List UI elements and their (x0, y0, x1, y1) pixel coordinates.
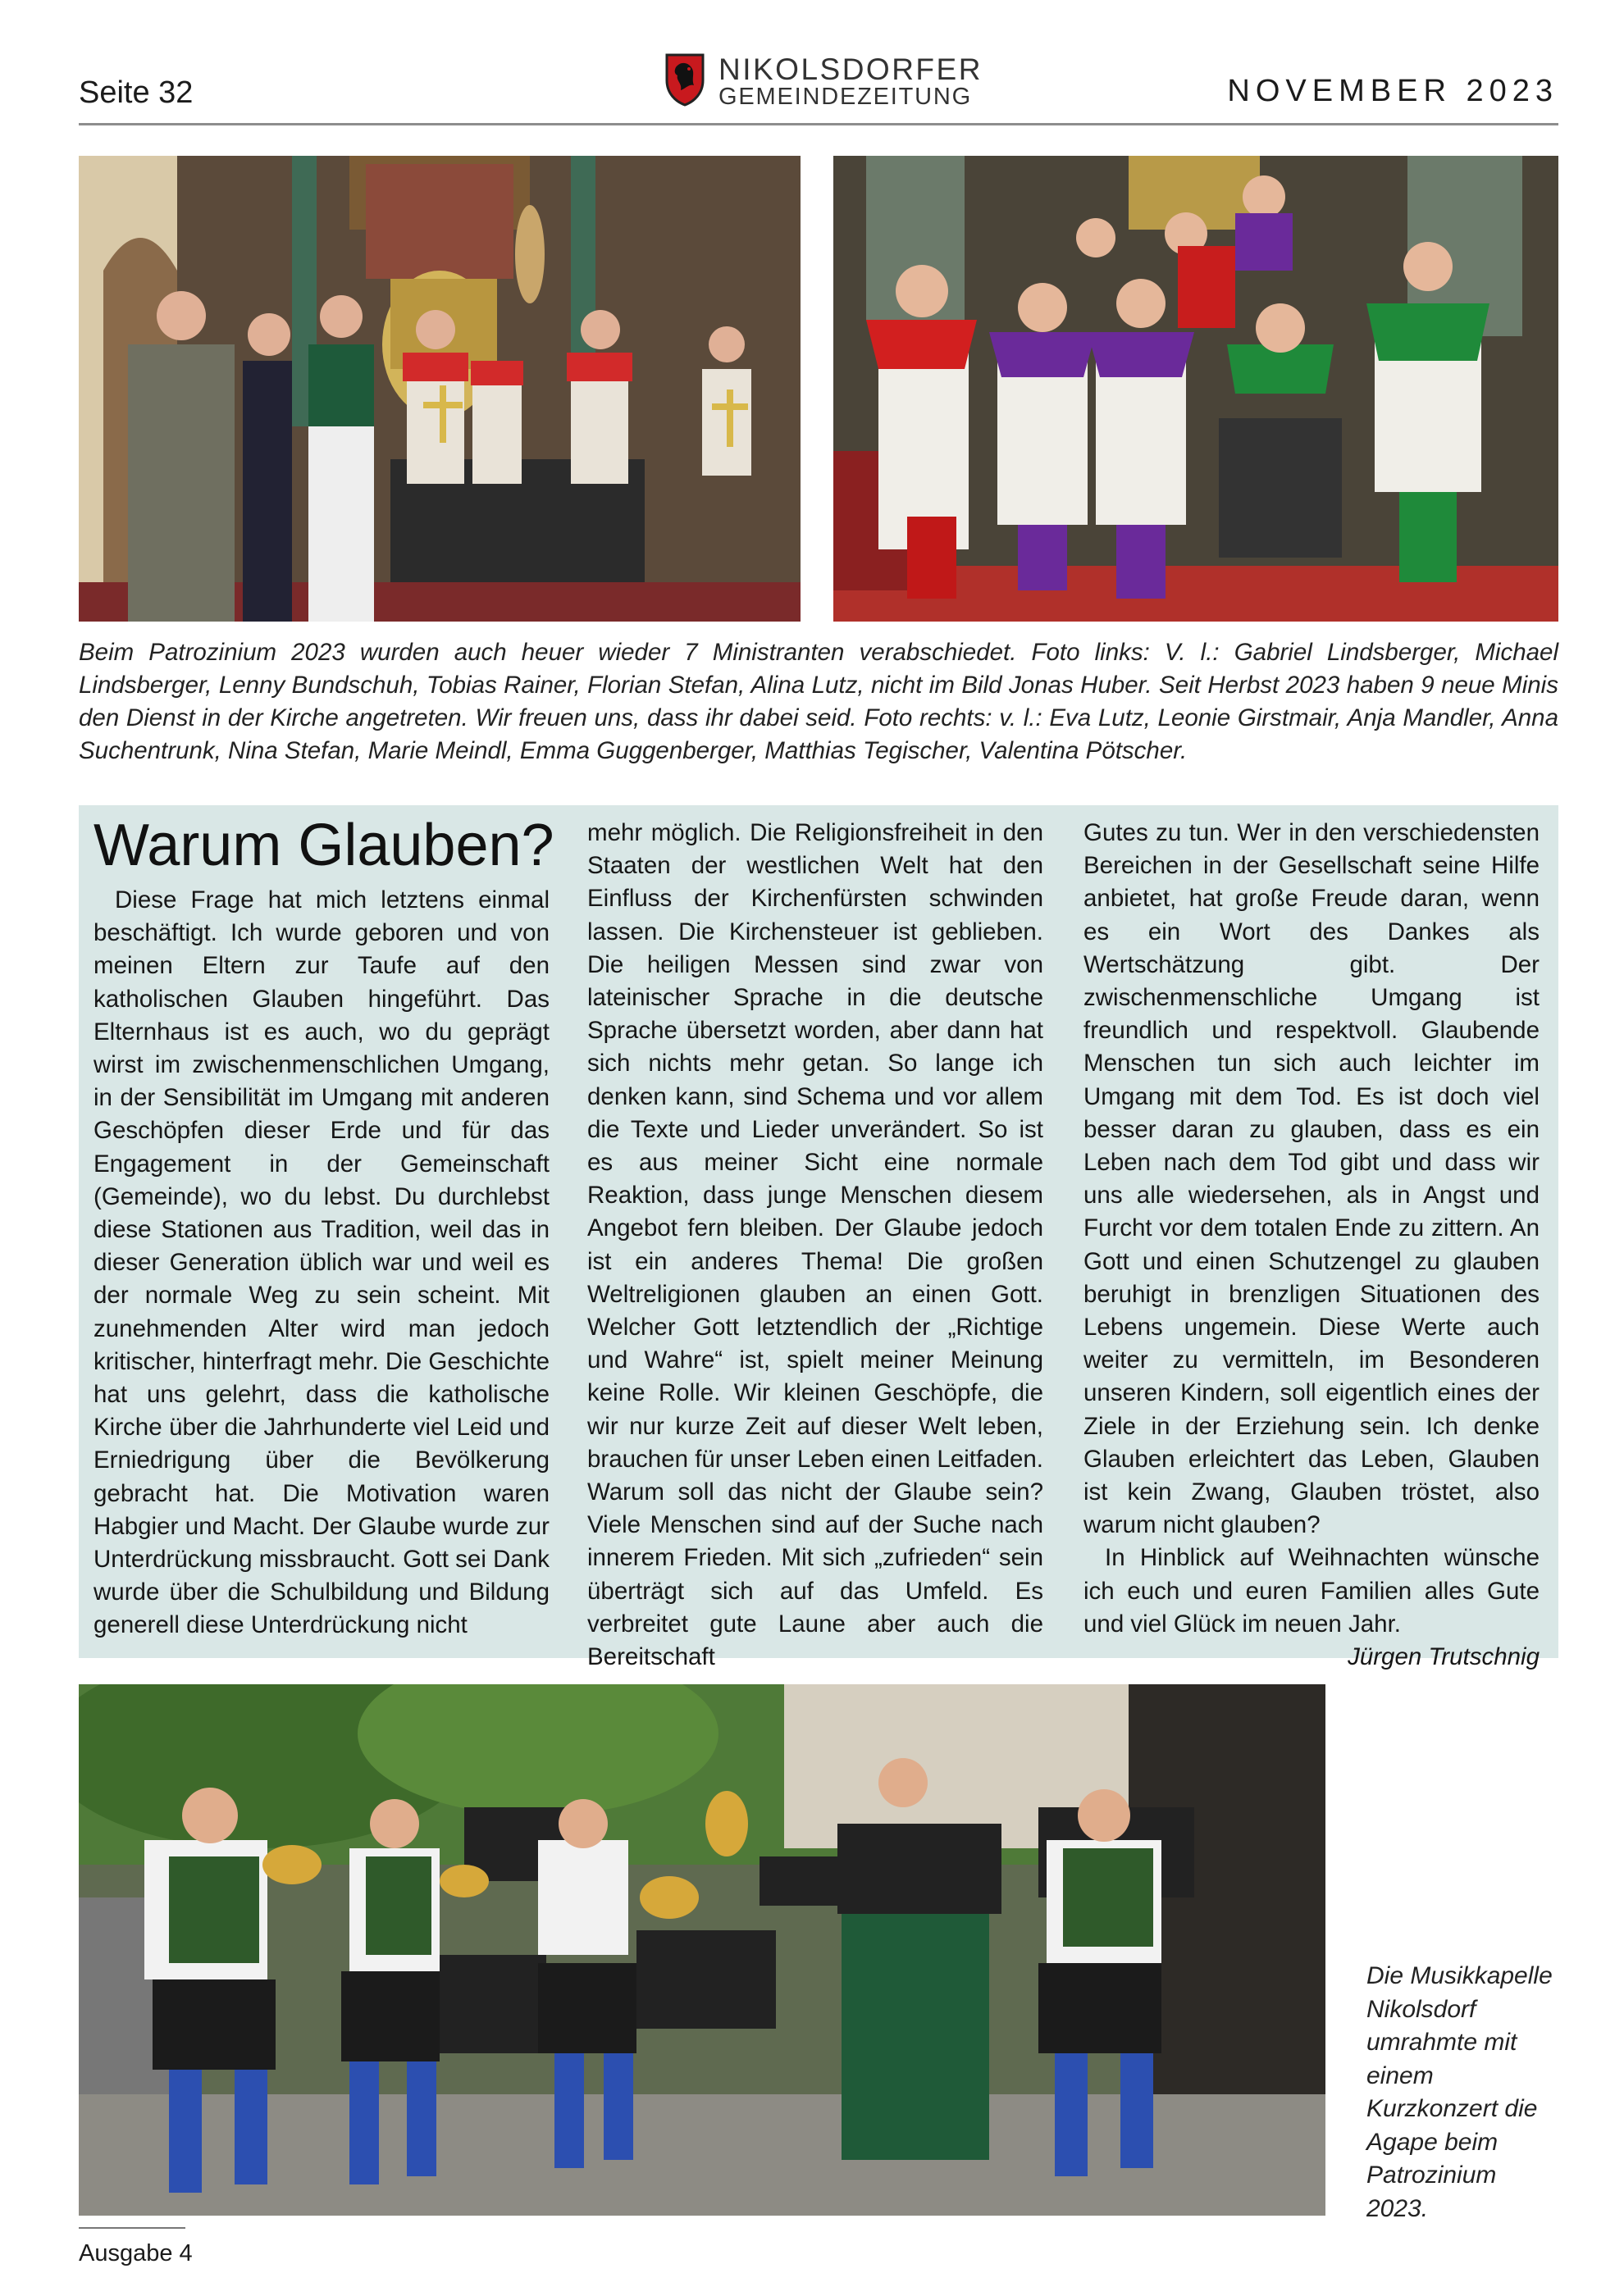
photo-music-band (79, 1684, 1325, 2216)
coat-of-arms-icon (664, 52, 705, 107)
article-column-1: Diese Frage hat mich letztens einmal beschäftigt. Ich wurde geboren und von meinen Eltern zur Taufe auf den katholischen Glauben hingeführt. Das Elternhaus ist es auch, wo du geprägt wirst im zwischenmenschlichen Umgang, in der Sensibilität im Umgang mit anderen Geschöpfen dieser Erde und für das Engagement in der Gemeinschaft (Gemeinde), wo du lebst. Du durchlebst diese Stationen aus Tradition, weil das in dieser Generation üblich war und weil es der normale Weg zu sein scheint. Mit zunehmenden Alter wird man jedoch kritischer, hinterfragt mehr. Die Geschichte hat uns gelehrt, dass die katholische Kirche über die Jahrhunderte viel Leid und Erniedrigung über die Bevölkerung gebracht hat. Die Motivation waren Habgier und Macht. Der Glaube wurde zur Unterdrückung missbraucht. Gott sei Dank wurde über die Schulbildung und Bildung generell diese Unterdrückung nicht (94, 886, 550, 1639)
photo-caption-band: Die Musikkapelle Nikolsdorf umrahmte mit einem Kurzkonzert die Agape beim Patrozinium 2023. (1366, 1962, 1553, 2222)
article-column-3 (1083, 817, 1540, 1674)
issue-number: Ausgabe 4 (79, 2240, 193, 2266)
masthead (664, 52, 992, 113)
article-column-3-text: Gutes zu tun. Wer in den verschiedensten Bereichen in der Gesellschaft seine Hilfe anbietet, hat große Freude daran, wenn es ein Wort des Dankes als Wertschätzung gibt. Der zwischenmenschliche Umgang ist freundlich und respektvoll. Glaubende Menschen tun sich auch leichter im Umgang mit dem Tod. Es ist doch viel besser daran zu glauben, dass es ein Leben nach dem Tod gibt und dass wir uns alle wiedersehen, als in Angst und Furcht vor dem totalen Ende zu zittern. An Gott und einen Schutzengel zu glauben beruhigt in brenzligen Situationen des Lebens ungemein. Diese Werte auch weiter zu vermitteln, im Besonderen unseren Kindern, soll eigentlich eines der Ziele in der Erziehung sein. Ich denke Glauben erleichtert das Leben, Glauben ist kein Zwang, Glauben tröstet, also warum nicht glauben? (1083, 819, 1540, 1539)
article-column-2: mehr möglich. Die Religionsfreiheit in den Staaten der westlichen Welt hat den Einfluss der Kirchenfürsten schwinden lassen. Die Kirchensteuer ist geblieben. Die heiligen Messen sind zwar von lateinischer Sprache in die deutsche Sprache übersetzt worden, aber dann hat sich nichts mehr getan. So lange ich denken kann, sind Schema und vor allem die Texte und Lieder unverändert. So ist es aus meiner Sicht eine normale Reaktion, dass junge Menschen diesem Angebot fern bleiben. Der Glaube jedoch ist ein anderes Thema! Die großen Weltreligionen glauben an einen Gott. Welcher Gott letztendlich der „Richtige und Wahre“ ist, spielt meiner Meinung keine Rolle. Wir kleinen Geschöpfe, die wir nur kurze Zeit auf dieser Welt leben, brauchen für unser Leben einen Leitfaden. Warum soll das nicht der Glaube sein? Viele Menschen sind auf der Suche nach innerem Frieden. Mit sich „zufrieden“ sein überträgt sich auf das Umfeld. Es verbreitet gute Laune aber auch die Bereitschaft (587, 819, 1044, 1671)
article-author: Jürgen Trutschnig (1348, 1643, 1540, 1671)
photo-caption-top: Beim Patrozinium 2023 wurden auch heuer wieder 7 Ministranten verabschiedet. Foto links: V. l.: Gabriel Lindsberger, Michael Lindsberger, Lenny Bundschuh, Tobias Rainer, Florian Stefan, Alina Lutz, nicht im Bild Jonas Huber. Seit Herbst 2023 haben 9 neue Minis den Dienst in der Kirche angetreten. Wir freuen uns, dass ihr dabei seid. Foto rechts: v. l.: Eva Lutz, Leonie Girstmair, Anja Mandler, Anna Suchentrunk, Nina Stefan, Marie Meindl, Emma Guggenberger, Matthias Tegischer, Valentina Pötscher. (79, 639, 1558, 764)
article-box (79, 805, 1558, 1671)
photo-new-altar-servers (833, 156, 1558, 622)
header-divider (79, 123, 1558, 125)
page-number: Seite 32 (79, 75, 194, 110)
footer-divider (79, 2227, 185, 2229)
article-title: Warum Glauben? (94, 813, 554, 878)
photo-ministranten-farewell (79, 156, 801, 622)
brand-subtitle: GEMEINDEZEITUNG (718, 84, 972, 110)
brand-name: NIKOLSDORFER (718, 52, 983, 86)
article-closing: In Hinblick auf Weihnachten wünsche ich euch und euren Familien alles Gute und viel Glück im neuen Jahr. (1083, 1544, 1540, 1638)
issue-date: NOVEMBER 2023 (1227, 74, 1558, 108)
